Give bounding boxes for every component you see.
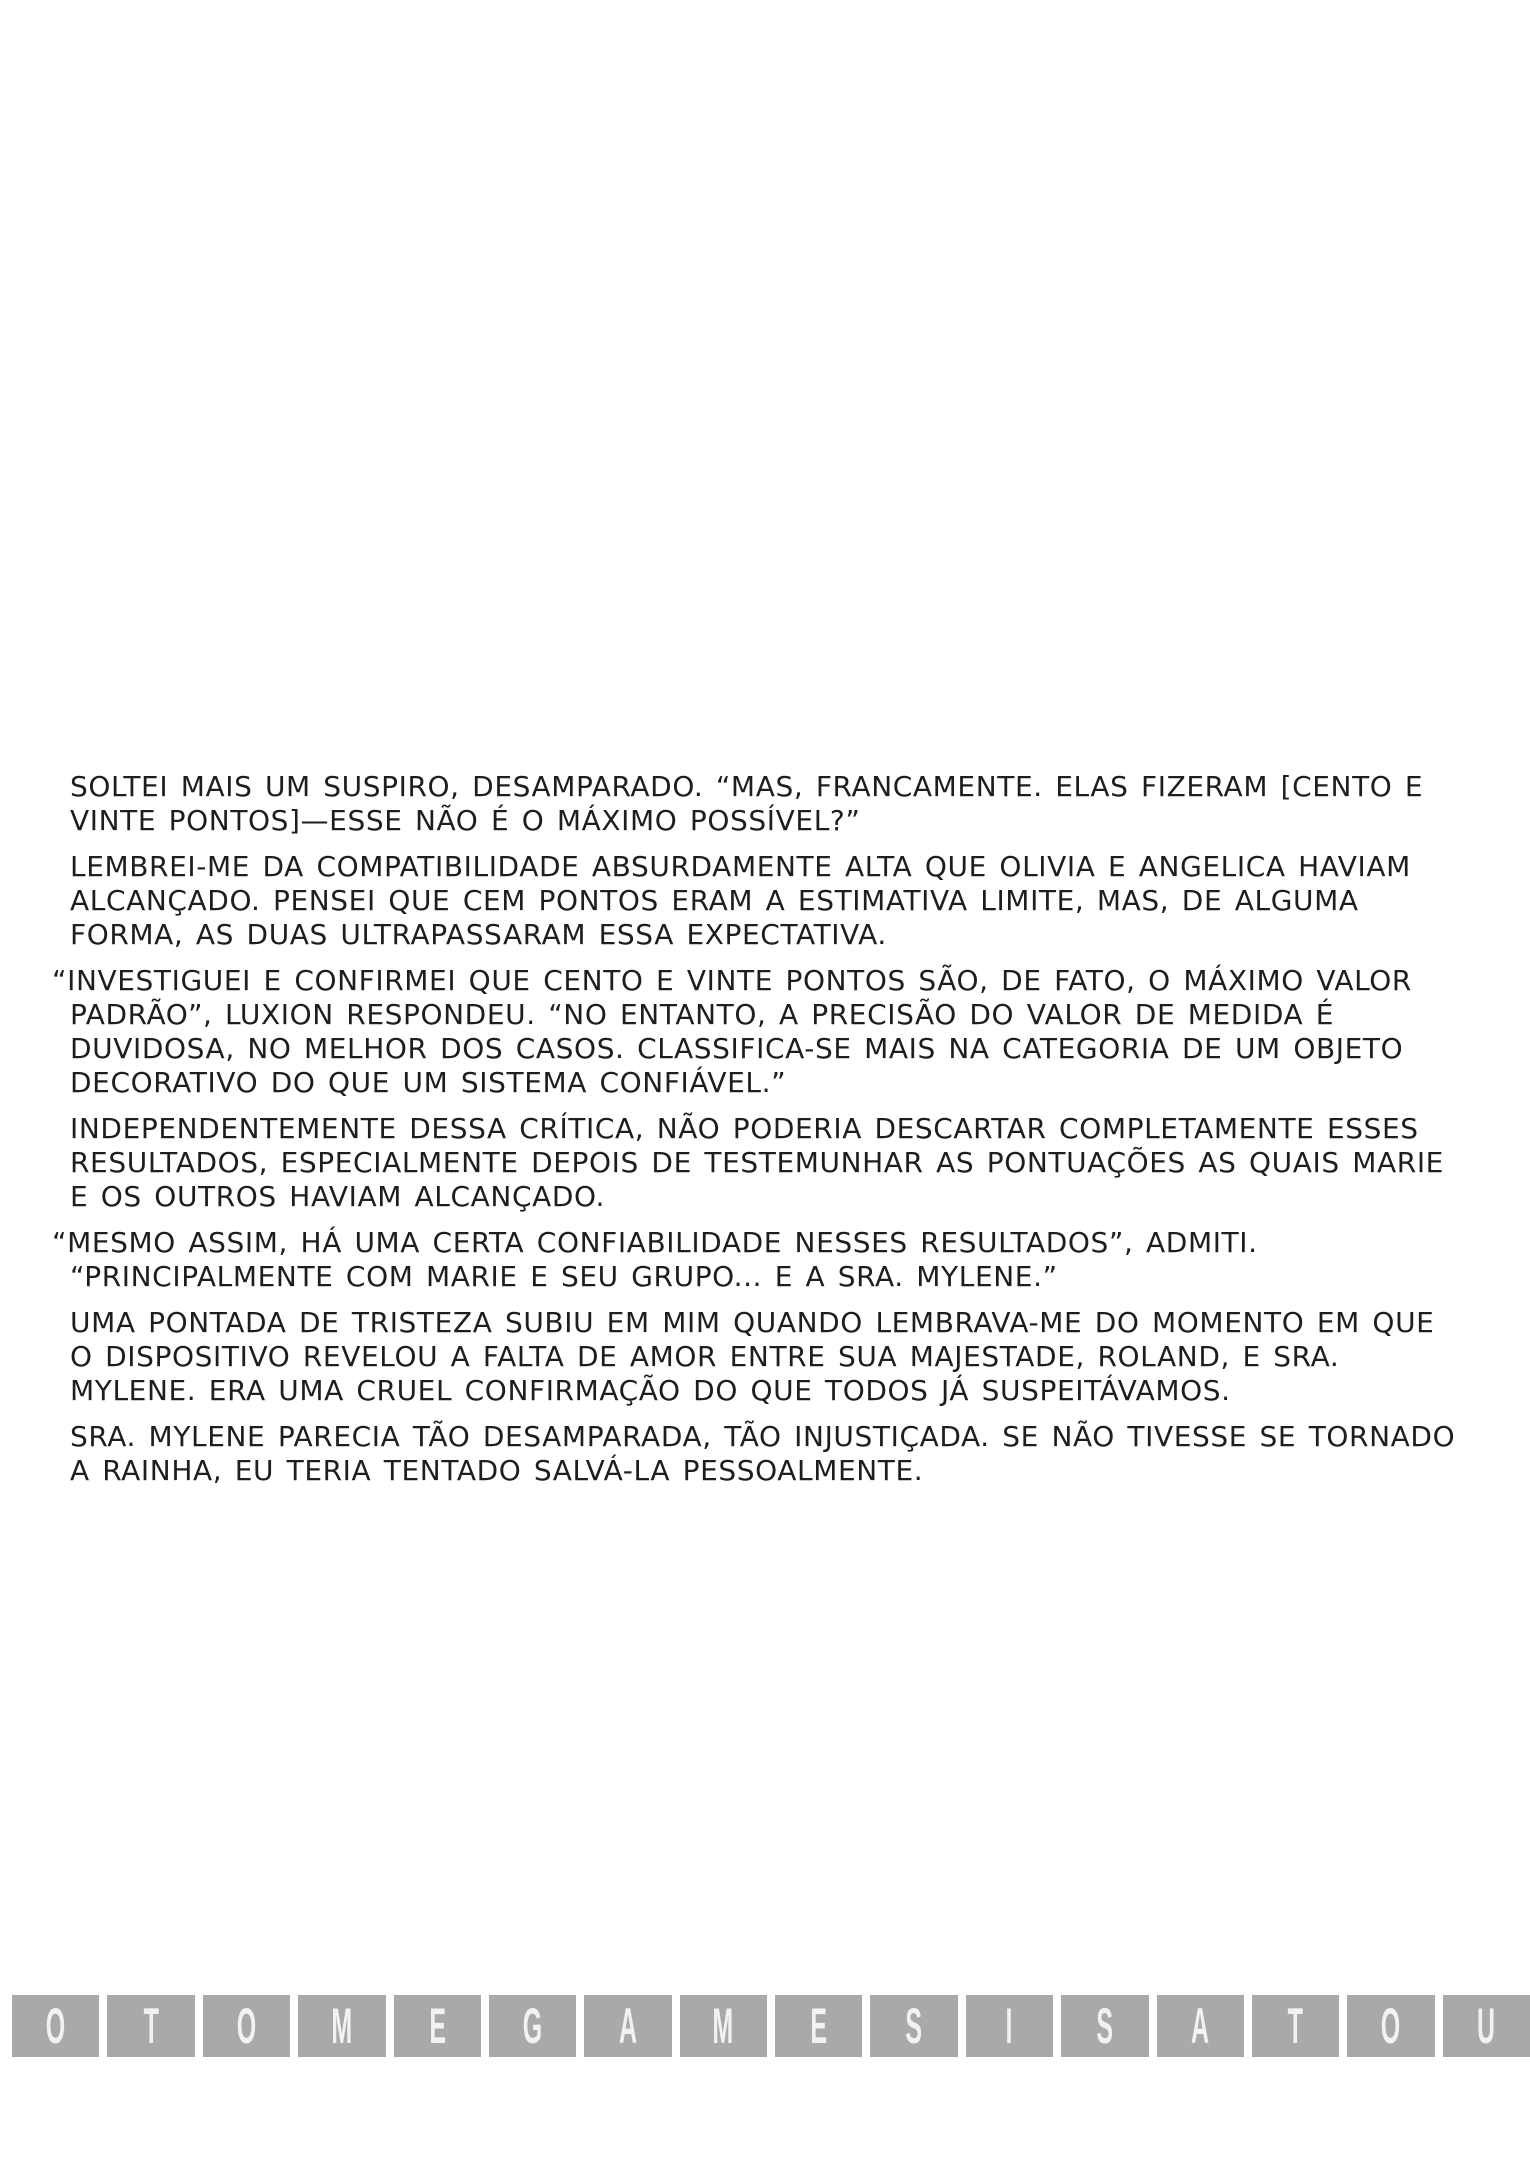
banner-letter: U [1477,1998,1496,2054]
banner-letter: O [236,1998,257,2054]
banner-letter: O [45,1998,66,2054]
paragraph: SOLTEI MAIS UM SUSPIRO, DESAMPARADO. “MAS, FRANCAMENTE. ELAS FIZERAM [CENTO E VINTE PONTOS]—ESSE NÃO É O MÁXIMO POSSÍVEL?” [70,770,1424,837]
body-text [52,770,1460,1500]
banner-letter-tile [680,1995,767,2057]
banner-letter-tile [775,1995,862,2057]
banner-letter-tile [12,1995,99,2057]
banner-letter: I [1005,1998,1013,2054]
banner-letter: E [428,1998,446,2054]
banner-letter: A [618,1998,637,2054]
title-banner [12,1995,1530,2057]
banner-letter-tile [966,1995,1053,2057]
paragraph: SRA. MYLENE PARECIA TÃO DESAMPARADA, TÃO INJUSTIÇADA. SE NÃO TIVESSE SE TORNADO A RAINHA, EU TERIA TENTADO SALVÁ-LA PESSOALMENTE. [70,1420,1456,1487]
banner-letter-tile [870,1995,957,2057]
banner-letter-tile [1347,1995,1434,2057]
paragraph: UMA PONTADA DE TRISTEZA SUBIU EM MIM QUANDO LEMBRAVA-ME DO MOMENTO EM QUE O DISPOSITIVO REVELOU A FALTA DE AMOR ENTRE SUA MAJESTADE, ROLAND, E SRA. MYLENE. ERA UMA CRUEL CONFIRMAÇÃO DO QUE TODOS JÁ SUSPEITÁVAMOS. [70,1306,1435,1407]
banner-letter-tile [298,1995,385,2057]
banner-letter-tile [584,1995,671,2057]
banner-letter: A [1191,1998,1210,2054]
paragraph: INDEPENDENTEMENTE DESSA CRÍTICA, NÃO PODERIA DESCARTAR COMPLETAMENTE ESSES RESULTADOS, ESPECIALMENTE DEPOIS DE TESTEMUNHAR AS PONTUAÇÕES AS QUAIS MARIE E OS OUTROS HAVIAM ALCANÇADO. [70,1112,1444,1213]
banner-letter: S [1096,1998,1114,2054]
banner-letter-tile [1061,1995,1148,2057]
banner-letter: E [810,1998,828,2054]
banner-letter: S [905,1998,923,2054]
paragraph: “MESMO ASSIM, HÁ UMA CERTA CONFIABILIDADE NESSES RESULTADOS”, ADMITI. “PRINCIPALMENTE COM MARIE E SEU GRUPO... E A SRA. MYLENE.” [52,1226,1258,1293]
banner-letter: T [143,1998,159,2054]
banner-letter-tile [394,1995,481,2057]
banner-letter-tile [203,1995,290,2057]
banner-letter: O [1381,1998,1401,2054]
banner-letter: M [331,1998,353,2054]
banner-letter: M [712,1998,734,2054]
banner-letter-tile [1443,1995,1530,2057]
banner-letter-tile [1157,1995,1244,2057]
banner-letter-tile [1252,1995,1339,2057]
paragraph: LEMBREI-ME DA COMPATIBILIDADE ABSURDAMENTE ALTA QUE OLIVIA E ANGELICA HAVIAM ALCANÇADO. PENSEI QUE CEM PONTOS ERAM A ESTIMATIVA LIMITE, MAS, DE ALGUMA FORMA, AS DUAS ULTRAPASSARAM ESSA EXPECTATIVA. [70,850,1411,951]
banner-letter: G [522,1998,543,2054]
paragraph: “INVESTIGUEI E CONFIRMEI QUE CENTO E VINTE PONTOS SÃO, DE FATO, O MÁXIMO VALOR PADRÃO”, LUXION RESPONDEU. “NO ENTANTO, A PRECISÃO DO VALOR DE MEDIDA É DUVIDOSA, NO MELHOR DOS CASOS. CLASSIFICA-SE MAIS NA CATEGORIA DE UM OBJETO DECORATIVO DO QUE UM SISTEMA CONFIÁVEL.” [52,964,1412,1099]
banner-letter: T [1287,1998,1304,2054]
banner-letter-tile [107,1995,194,2057]
banner-letter-tile [489,1995,576,2057]
